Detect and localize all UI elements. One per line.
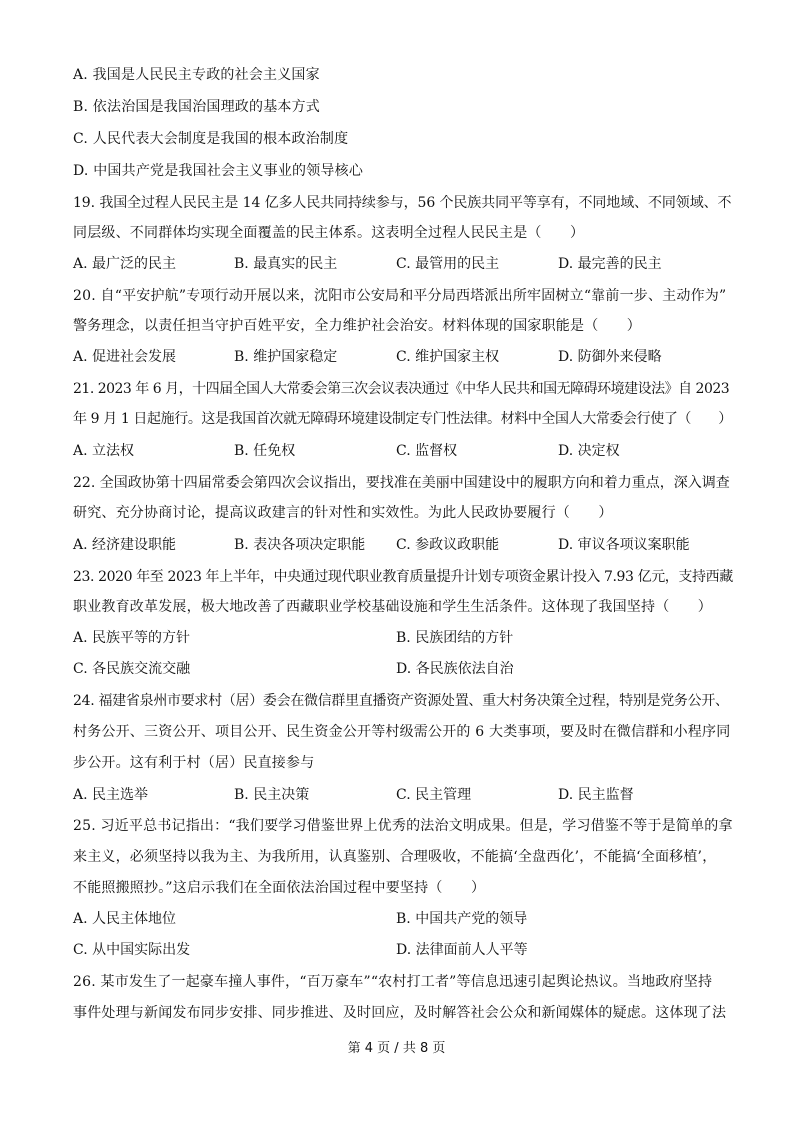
q18-option-b: B. 依法治国是我国治国理政的基本方式 <box>73 99 320 115</box>
q23-stem-line-2: 职业教育改革发展，极大地改善了西藏职业学校基础设施和学生生活条件。这体现了我国坚持（ ） <box>73 599 712 615</box>
q22-stem-line-2: 研究、充分协商讨论，提高议政建言的针对性和实效性。为此人民政协要履行（ ） <box>73 505 613 521</box>
q20-stem-line-1: 20. 自“平安护航”专项行动开展以来，沈阳市公安局和平分局西塔派出所牢固树立“靠前一步、主动作为” <box>73 288 727 304</box>
q25-option-a: A. 人民主体地位 <box>73 911 177 927</box>
q24-option-a: A. 民主选举 <box>73 787 149 803</box>
q18-option-d: D. 中国共产党是我国社会主义事业的领导核心 <box>73 163 364 179</box>
q21-option-b: B. 任免权 <box>234 443 296 459</box>
q20-option-d: D. 防御外来侵略 <box>558 349 662 365</box>
q19-option-b: B. 最真实的民主 <box>234 256 338 272</box>
q21-stem-line-2: 年 9 月 1 日起施行。这是我国首次就无障碍环境建设制定专门性法律。材料中全国人大常委会行使了（ ） <box>73 411 732 427</box>
q23-option-a: A. 民族平等的方针 <box>73 630 191 646</box>
q21-option-d: D. 决定权 <box>558 443 620 459</box>
q24-option-d: D. 民主监督 <box>558 787 634 803</box>
q25-option-b: B. 中国共产党的领导 <box>396 911 528 927</box>
q24-stem-line-1: 24. 福建省泉州市要求村（居）委会在微信群里直播资产资源处置、重大村务决策全过程，特别是党务公开、 <box>73 693 729 709</box>
q22-option-b: B. 表决各项决定职能 <box>234 537 366 553</box>
q24-stem-line-2: 村务公开、三资公开、项目公开、民生资金公开等村级需公开的 6 大类事项，要及时在微信群和小程序同 <box>73 724 731 740</box>
page-footer: 第 4 页 / 共 8 页 <box>347 1041 446 1056</box>
q19-option-a: A. 最广泛的民主 <box>73 256 177 272</box>
q20-option-a: A. 促进社会发展 <box>73 349 177 365</box>
q18-option-c: C. 人民代表大会制度是我国的根本政治制度 <box>73 131 349 147</box>
q23-option-b: B. 民族团结的方针 <box>396 630 514 646</box>
q25-option-c: C. 从中国实际出发 <box>73 942 191 958</box>
q23-stem-line-1: 23. 2020 年至 2023 年上半年，中央通过现代职业教育质量提升计划专项资金累计投入 7.93 亿元，支持西藏 <box>73 569 733 585</box>
q25-stem-line-1: 25. 习近平总书记指出：“我们要学习借鉴世界上优秀的法治文明成果。但是，学习借鉴不等于是简单的拿 <box>73 818 733 834</box>
q18-option-a: A. 我国是人民民主专政的社会主义国家 <box>73 67 320 83</box>
q23-option-c: C. 各民族交流交融 <box>73 661 191 677</box>
q21-stem-line-1: 21. 2023 年 6 月，十四届全国人大常委会第三次会议表决通过《中华人民共和国无障碍环境建设法》自 2023 <box>73 381 730 397</box>
q25-option-d: D. 法律面前人人平等 <box>396 942 528 958</box>
q24-option-c: C. 民主管理 <box>396 787 472 803</box>
q22-option-c: C. 参政议政职能 <box>396 537 500 553</box>
q24-stem-line-3: 步公开。这有利于村（居）民直接参与 <box>73 755 315 771</box>
q21-option-c: C. 监督权 <box>396 443 458 459</box>
q22-stem-line-1: 22. 全国政协第十四届常委会第四次会议指出，要找准在美丽中国建设中的履职方向和着力重点，深入调查 <box>73 475 730 491</box>
q19-stem-line-1: 19. 我国全过程人民民主是 14 亿多人民共同持续参与，56 个民族共同平等享有，不同地域、不同领域、不 <box>73 195 732 211</box>
q23-option-d: D. 各民族依法自治 <box>396 661 514 677</box>
q20-stem-line-2: 警务理念，以责任担当守护百姓平安，全力维护社会治安。材料体现的国家职能是（ ） <box>73 318 641 334</box>
q25-stem-line-3: 不能照搬照抄。”这启示我们在全面依法治国过程中要坚持（ ） <box>73 880 486 896</box>
q26-stem-line-2: 事件处理与新闻发布同步安排、同步推进、及时回应，及时解答社会公众和新闻媒体的疑虑。这体现了法 <box>73 1005 727 1021</box>
q21-option-a: A. 立法权 <box>73 443 135 459</box>
q22-option-d: D. 审议各项议案职能 <box>558 537 690 553</box>
q26-stem-line-1: 26. 某市发生了一起豪车撞人事件，“百万豪车”“农村打工者”等信息迅速引起舆论热议。当地政府坚持 <box>73 974 713 990</box>
q20-option-b: B. 维护国家稳定 <box>234 349 338 365</box>
q19-option-d: D. 最完善的民主 <box>558 256 662 272</box>
q20-option-c: C. 维护国家主权 <box>396 349 500 365</box>
q19-option-c: C. 最管用的民主 <box>396 256 500 272</box>
q24-option-b: B. 民主决策 <box>234 787 310 803</box>
q25-stem-line-2: 来主义，必须坚持以我为主、为我所用，认真鉴别、合理吸收，不能搞‘全盘西化’，不能搞‘全面移植’， <box>73 849 717 865</box>
q22-option-a: A. 经济建设职能 <box>73 537 177 553</box>
q19-stem-line-2: 同层级、不同群体均实现全面覆盖的民主体系。这表明全过程人民民主是（ ） <box>73 225 585 241</box>
